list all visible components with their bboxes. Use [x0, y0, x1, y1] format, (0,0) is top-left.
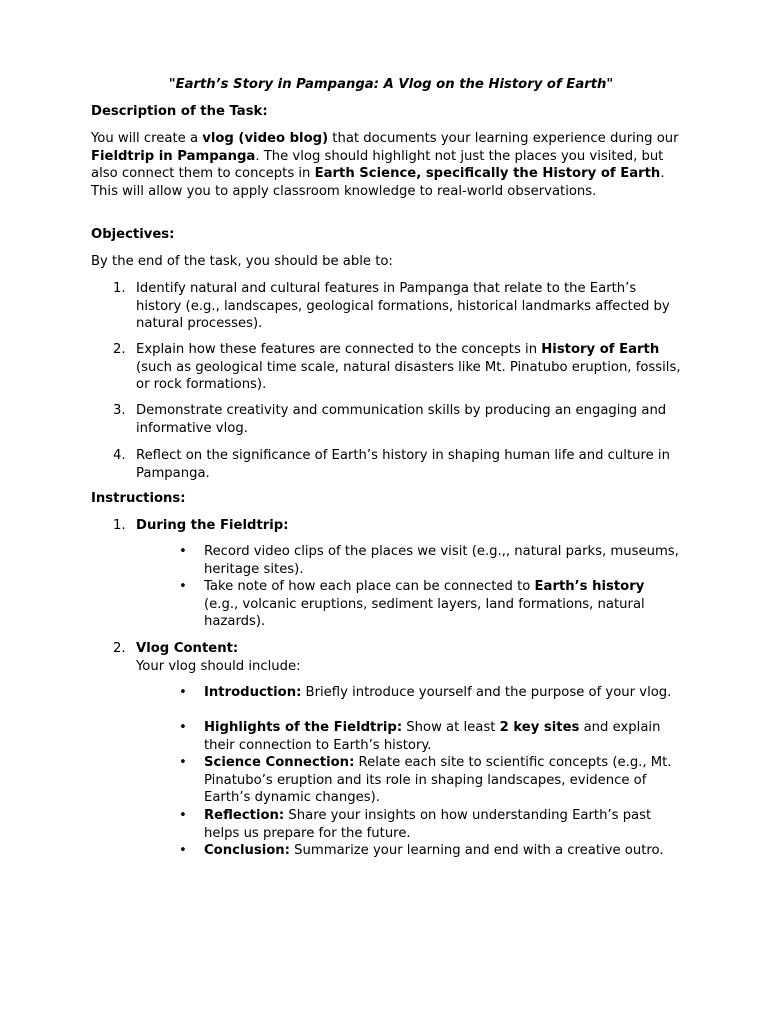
objective-text-post: (such as geological time scale, natural disasters like Mt. Pinatubo eruption, fossils, or rock formations).: [136, 359, 681, 393]
description-bold-earth-science: Earth Science, specifically the History of Earth: [314, 166, 661, 182]
description-text-1: You will create a: [91, 131, 203, 146]
objective-text-pre: Explain how these features are connected to the concepts in: [136, 342, 542, 357]
list-number: 4.: [113, 448, 126, 463]
list-number: 2.: [113, 342, 126, 357]
bullet-text: [204, 754, 682, 807]
bullet-bold-label: Reflection:: [204, 808, 285, 823]
objectives-intro: By the end of the task, you should be able to:: [91, 254, 393, 269]
objective-text: Demonstrate creativity and communication skills by producing an engaging and informative vlog.: [136, 403, 667, 436]
step-content: [136, 640, 681, 675]
bullet-text-body: Share your insights on how understanding Earth’s past helps us prepare for the future.: [204, 808, 652, 841]
bullet-text-body: Briefly introduce yourself and the purpose of your vlog.: [301, 685, 672, 700]
bullet-icon: •: [179, 843, 187, 858]
objectives-heading: Objectives:: [91, 227, 175, 242]
description-text-2: that documents your learning experience during our: [328, 131, 679, 146]
description-bold-fieldtrip: Fieldtrip in Pampanga: [91, 148, 256, 164]
bullet-text: [204, 578, 682, 631]
bullet-text-body: Show at least: [402, 720, 500, 735]
step-label: Vlog Content:: [136, 641, 239, 656]
bullet-bold-label: Highlights of the Fieldtrip:: [204, 720, 403, 735]
list-number: 1.: [113, 518, 126, 533]
description-bold-vlog: vlog (video blog): [202, 131, 329, 146]
bullet-text-post: (e.g., volcanic eruptions, sediment layers, land formations, natural hazards).: [204, 596, 645, 630]
bullet-icon: •: [179, 755, 187, 770]
objective-bold-history: History of Earth: [541, 342, 660, 357]
list-number: 2.: [113, 641, 126, 656]
bullet-text-body: Relate each site to scientific concepts (e.g., Mt. Pinatubo’s eruption and its role in shaping landscapes, evidence of Earth’s dynamic changes).: [204, 755, 672, 806]
bullet-icon: •: [179, 544, 187, 559]
bullet-text: Record video clips of the places we visit (e.g.,, natural parks, museums, heritage sites).: [204, 544, 679, 577]
bullet-icon: •: [179, 720, 187, 735]
bullet-icon: •: [179, 808, 187, 823]
objective-text: Reflect on the significance of Earth’s history in shaping human life and culture in Pampanga.: [136, 448, 670, 481]
bullet-bold-label: Introduction:: [204, 685, 302, 700]
objective-text: Identify natural and cultural features in Pampanga that relate to the Earth’s history (e.g., landscapes, geological formations, historical landmarks affected by natural processes).: [136, 281, 670, 332]
bullet-bold-earths-history: Earth’s history: [534, 579, 645, 594]
step-label: During the Fieldtrip:: [136, 518, 289, 533]
description-paragraph: [91, 130, 691, 200]
bullet-text: [204, 719, 682, 754]
bullet-bold-label: Science Connection:: [204, 755, 355, 770]
bullet-text-pre: Take note of how each place can be connected to: [204, 579, 535, 594]
step-intro: Your vlog should include:: [136, 658, 301, 674]
bullet-text: [204, 807, 682, 842]
list-number: 1.: [113, 281, 126, 296]
description-heading: Description of the Task:: [91, 104, 268, 119]
bullet-bold-key-sites: 2 key sites: [499, 720, 580, 735]
bullet-text: [204, 842, 682, 860]
description-text-3: . The vlog should highlight not just the places you visited, but also connect them to concepts in: [91, 148, 664, 182]
bullet-bold-label: Conclusion:: [204, 843, 290, 858]
bullet-icon: •: [179, 579, 187, 594]
instructions-heading: Instructions:: [91, 491, 186, 506]
bullet-text: [204, 684, 682, 702]
bullet-text-body-2: and explain their connection to Earth’s history.: [204, 720, 661, 753]
bullet-text-body: Summarize your learning and end with a creative outro.: [289, 843, 664, 858]
bullet-icon: •: [179, 685, 187, 700]
description-text-4: . This will allow you to apply classroom knowledge to real-world observations.: [91, 166, 665, 199]
list-number: 3.: [113, 403, 126, 418]
document-title: "Earth’s Story in Pampanga: A Vlog on the History of Earth": [168, 77, 614, 92]
objective-text: [136, 341, 681, 394]
